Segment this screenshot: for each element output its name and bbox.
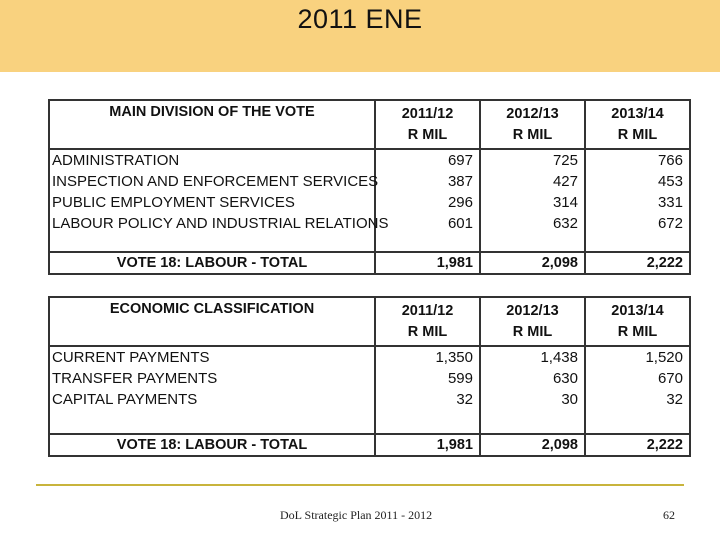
values-cell-2012-13 [480, 149, 585, 252]
unit-label: R MIL [617, 324, 658, 340]
unit-label: R MIL [512, 127, 553, 143]
values-cell-2011-12 [375, 346, 480, 434]
slide-title: 2011 ENE [297, 4, 423, 34]
total-row [49, 434, 690, 456]
footer-text: DoL Strategic Plan 2011 - 2012 [280, 508, 433, 522]
table-cell: 599 [447, 370, 473, 387]
table-cell: 453 [657, 173, 683, 190]
column-header-year [480, 297, 585, 346]
table-cell: 1,438 [540, 349, 578, 366]
table-cell: 30 [561, 391, 578, 408]
total-value: 1,981 [375, 434, 480, 456]
table-body-row [49, 149, 690, 252]
year-label: 2013/14 [611, 106, 664, 122]
year-label: 2012/13 [506, 303, 559, 319]
unit-label: R MIL [407, 127, 448, 143]
table-cell: 32 [456, 391, 473, 408]
table-cell: 632 [552, 215, 578, 232]
unit-label: R MIL [617, 127, 658, 143]
table-cell: 331 [657, 194, 683, 211]
unit-label: R MIL [407, 324, 448, 340]
year-label: 2011/12 [401, 303, 454, 319]
year-label: 2012/13 [506, 106, 559, 122]
table-cell: 766 [657, 152, 683, 169]
column-header-year [585, 297, 690, 346]
year-label: 2013/14 [611, 303, 664, 319]
row-label: PUBLIC EMPLOYMENT SERVICES [52, 194, 295, 211]
values-cell-2012-13 [480, 346, 585, 434]
row-labels-cell [49, 149, 389, 252]
table-cell: 427 [552, 173, 578, 190]
table-cell: 672 [657, 215, 683, 232]
values-cell-2013-14 [585, 149, 690, 252]
row-label: TRANSFER PAYMENTS [52, 370, 218, 387]
row-label: CAPITAL PAYMENTS [52, 391, 198, 408]
main-division-table [48, 99, 691, 275]
total-label: VOTE 18: LABOUR - TOTAL [49, 252, 375, 274]
total-label: VOTE 18: LABOUR - TOTAL [49, 434, 375, 456]
table-header-row [49, 100, 690, 149]
column-header-label: MAIN DIVISION OF THE VOTE [49, 100, 375, 149]
table-cell: 601 [447, 215, 473, 232]
column-header-year [375, 100, 480, 149]
table-cell: 1,350 [435, 349, 473, 366]
values-cell-2013-14 [585, 346, 690, 434]
table-cell: 314 [552, 194, 578, 211]
table-cell: 32 [666, 391, 683, 408]
row-label: CURRENT PAYMENTS [52, 349, 210, 366]
table-cell: 1,520 [645, 349, 683, 366]
total-value: 2,098 [480, 434, 585, 456]
total-value: 2,098 [480, 252, 585, 274]
table-cell: 296 [447, 194, 473, 211]
row-labels-cell [49, 346, 375, 434]
total-value: 2,222 [585, 252, 690, 274]
table-cell: 670 [657, 370, 683, 387]
total-value: 1,981 [375, 252, 480, 274]
row-label: ADMINISTRATION [52, 152, 180, 169]
table-cell: 725 [552, 152, 578, 169]
footer-divider [36, 484, 684, 486]
row-label: LABOUR POLICY AND INDUSTRIAL RELATIONS [52, 215, 389, 232]
column-header-year [480, 100, 585, 149]
row-label: INSPECTION AND ENFORCEMENT SERVICES [52, 173, 379, 190]
column-header-year [585, 100, 690, 149]
total-value: 2,222 [585, 434, 690, 456]
values-cell-2011-12 [375, 149, 480, 252]
column-header-year [375, 297, 480, 346]
year-label: 2011/12 [401, 106, 454, 122]
unit-label: R MIL [512, 324, 553, 340]
table-body-row [49, 346, 690, 434]
table-cell: 387 [447, 173, 473, 190]
total-row [49, 252, 690, 274]
page-number: 62 [663, 508, 675, 522]
table-header-row [49, 297, 690, 346]
table-cell: 630 [552, 370, 578, 387]
column-header-label: ECONOMIC CLASSIFICATION [49, 297, 375, 346]
table-cell: 697 [447, 152, 473, 169]
economic-classification-table [48, 296, 691, 457]
